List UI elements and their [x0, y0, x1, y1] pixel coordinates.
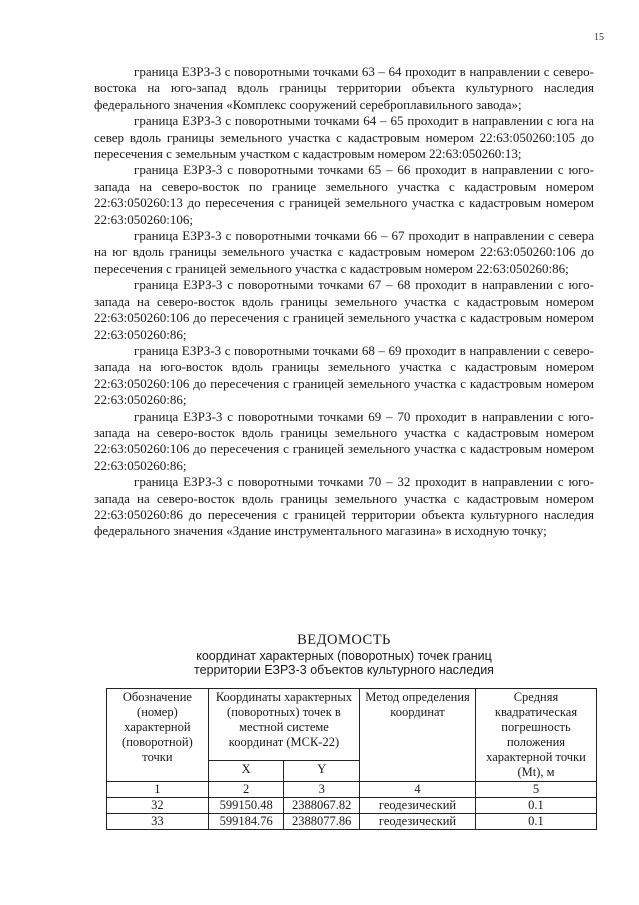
table-row [107, 798, 597, 814]
header-accuracy: Средняя квадратическая погрешность положения характерной точки (Mt), м [475, 689, 596, 782]
method: геодезический [360, 814, 476, 830]
table-row [107, 814, 597, 830]
paragraph-64-65: граница ЕЗРЗ-3 с поворотными точками 64 – 65 проходит в направлении с юга на север вдоль границы земельного участка с кадастровым номером 22:63:050260:105 до пересечения с земельным участком с кадастровым номером 22:63:050260:13; [94, 113, 594, 162]
header-y: Y [284, 761, 360, 782]
vedomost-subtitle-line1: координат характерных (поворотных) точек границ [196, 649, 492, 663]
paragraph-67-68: граница ЕЗРЗ-3 с поворотными точками 67 – 68 проходит в направлении с юго-запада на северо-восток вдоль границы земельного участка с кадастровым номером 22:63:050260:106 до пересечения с границей земельного участка с кадастровым номером 22:63:050260:86; [94, 277, 594, 342]
point-number: 33 [107, 814, 209, 830]
column-number: 2 [208, 782, 284, 798]
paragraph-70-32: граница ЕЗРЗ-3 с поворотными точками 70 – 32 проходит в направлении с юго-запада на северо-восток вдоль границы земельного участка с кадастровым номером 22:63:050260:86 до пересечения с границей территории объекта культурного наследия федерального значения «Здание инструментального магазина» в исходную точку; [94, 474, 594, 539]
boundary-description [94, 64, 594, 540]
coord-x: 599150.48 [208, 798, 284, 814]
point-number: 32 [107, 798, 209, 814]
header-coordinates: Координаты характерных (поворотных) точек в местной системе координат (МСК-22) [208, 689, 359, 761]
column-number: 5 [475, 782, 596, 798]
accuracy: 0.1 [475, 814, 596, 830]
vedomost-subtitle-line2: территории ЕЗРЗ-3 объектов культурного наследия [194, 663, 494, 677]
header-designation: Обозначение (номер) характерной (поворотной) точки [107, 689, 209, 782]
coord-y: 2388077.86 [284, 814, 360, 830]
paragraph-65-66: граница ЕЗРЗ-3 с поворотными точками 65 – 66 проходит в направлении с юго-запада на северо-восток по границе земельного участка с кадастровым номером 22:63:050260:13 до пересечения с границей земельного участка с кадастровым номером 22:63:050260:106; [94, 162, 594, 227]
page-number: 15 [594, 32, 604, 43]
column-number: 1 [107, 782, 209, 798]
header-x: X [208, 761, 284, 782]
accuracy: 0.1 [475, 798, 596, 814]
vedomost-heading [94, 632, 594, 677]
method: геодезический [360, 798, 476, 814]
column-number-row [107, 782, 597, 798]
vedomost-title: ВЕДОМОСТЬ [297, 632, 391, 648]
coord-y: 2388067.82 [284, 798, 360, 814]
column-number: 3 [284, 782, 360, 798]
paragraph-66-67: граница ЕЗРЗ-3 с поворотными точками 66 – 67 проходит в направлении с севера на юг вдоль границы земельного участка с кадастровым номером 22:63:050260:106 до пересечения с границей земельного участка с кадастровым номером 22:63:050260:86; [94, 228, 594, 276]
paragraph-63-64: граница ЕЗРЗ-3 с поворотными точками 63 – 64 проходит в направлении с северо-востока на юго-запад вдоль границы территории объекта культурного наследия федерального значения «Комплекс сооружений сереброплавильного завода»; [94, 64, 594, 112]
paragraph-69-70: граница ЕЗРЗ-3 с поворотными точками 69 – 70 проходит в направлении с юго-запада на северо-восток вдоль границы земельного участка с кадастровым номером 22:63:050260:106 до пересечения с границей земельного участка с кадастровым номером 22:63:050260:86; [94, 408, 594, 473]
paragraph-68-69: граница ЕЗРЗ-3 с поворотными точками 68 – 69 проходит в направлении с северо-запада на юго-восток вдоль границы земельного участка с кадастровым номером 22:63:050260:106 до пересечения с границей земельного участка с кадастровым номером 22:63:050260:86; [94, 342, 594, 408]
column-number: 4 [360, 782, 476, 798]
coordinates-table [106, 688, 597, 830]
header-method: Метод определения координат [360, 689, 476, 782]
coord-x: 599184.76 [208, 814, 284, 830]
